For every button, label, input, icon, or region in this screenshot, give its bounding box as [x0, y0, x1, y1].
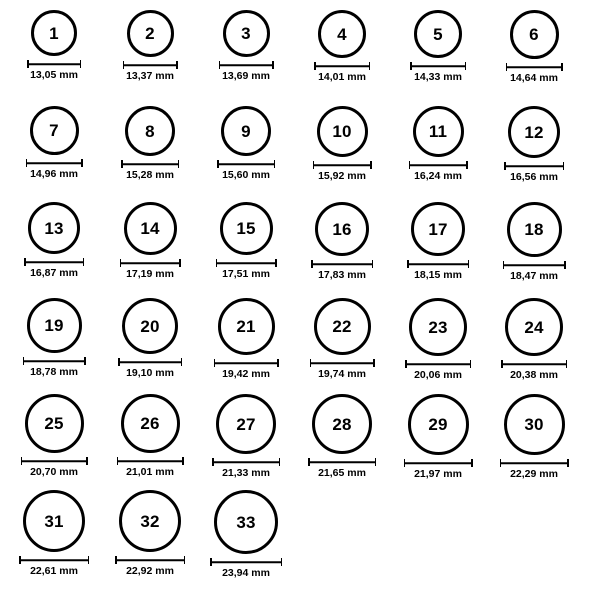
ring-size-cell	[198, 104, 294, 200]
ring-circle	[23, 490, 85, 552]
caliper-icon	[314, 62, 370, 70]
diameter-measure	[390, 360, 486, 381]
diameter-measure	[486, 360, 582, 381]
diameter-measure	[294, 161, 390, 182]
ring-size-number: 21	[236, 317, 256, 336]
ring-circle	[315, 202, 369, 256]
ring-size-number: 26	[140, 414, 160, 433]
ring-size-number: 22	[332, 317, 352, 336]
diameter-value: 13,69 mm	[222, 70, 270, 82]
diameter-value: 21,65 mm	[318, 467, 366, 479]
ring-size-cell	[102, 8, 198, 104]
ring-circle	[216, 394, 276, 454]
ring-size-cell	[486, 200, 582, 296]
diameter-value: 14,01 mm	[318, 71, 366, 83]
ring-size-cell	[390, 200, 486, 296]
diameter-measure	[6, 457, 102, 478]
diameter-value: 21,33 mm	[222, 467, 270, 479]
ring-circle	[122, 298, 178, 354]
diameter-value: 17,83 mm	[318, 269, 366, 281]
diameter-value: 19,10 mm	[126, 367, 174, 379]
ring-circle	[508, 106, 560, 158]
ring-size-number: 28	[332, 414, 352, 434]
caliper-icon	[123, 61, 178, 69]
ring-circle	[408, 394, 469, 455]
diameter-measure	[294, 458, 390, 479]
caliper-icon	[501, 360, 567, 368]
diameter-measure	[102, 160, 198, 181]
ring-circle	[409, 298, 467, 356]
caliper-icon	[19, 556, 89, 564]
diameter-value: 22,29 mm	[510, 468, 558, 480]
ring-size-number: 19	[44, 316, 64, 335]
diameter-measure	[390, 62, 486, 83]
ring-size-cell	[102, 392, 198, 488]
ring-size-number: 20	[140, 316, 160, 336]
caliper-icon	[310, 359, 375, 367]
diameter-value: 20,70 mm	[30, 466, 78, 478]
diameter-value: 18,78 mm	[30, 366, 78, 378]
ring-circle	[125, 106, 175, 156]
caliper-icon	[410, 62, 466, 70]
ring-size-cell	[6, 104, 102, 200]
diameter-measure	[294, 260, 390, 281]
diameter-value: 19,74 mm	[318, 368, 366, 380]
caliper-icon	[216, 259, 277, 267]
ring-circle	[318, 10, 366, 58]
caliper-icon	[24, 258, 84, 266]
diameter-measure	[198, 160, 294, 181]
caliper-icon	[26, 159, 83, 167]
caliper-icon	[121, 160, 179, 168]
ring-size-cell	[102, 488, 198, 584]
caliper-icon	[219, 61, 274, 69]
ring-size-row	[6, 104, 594, 200]
ring-size-number: 2	[145, 24, 155, 43]
diameter-measure	[6, 60, 102, 81]
ring-size-cell	[198, 296, 294, 392]
ring-size-number: 14	[140, 219, 160, 238]
diameter-value: 19,42 mm	[222, 368, 270, 380]
caliper-icon	[27, 60, 81, 68]
caliper-icon	[117, 457, 184, 465]
ring-circle	[411, 202, 465, 256]
ring-size-cell	[198, 200, 294, 296]
diameter-measure	[486, 162, 582, 183]
ring-size-cell	[6, 488, 102, 584]
diameter-value: 17,51 mm	[222, 268, 270, 280]
ring-circle	[28, 202, 80, 254]
diameter-value: 23,94 mm	[222, 567, 270, 579]
diameter-value: 16,87 mm	[30, 267, 78, 279]
ring-size-number: 24	[524, 317, 544, 337]
ring-circle	[27, 298, 82, 353]
caliper-icon	[409, 161, 468, 169]
ring-circle	[218, 298, 275, 355]
caliper-icon	[503, 261, 566, 269]
ring-size-number: 30	[524, 415, 544, 434]
ring-size-number: 13	[44, 218, 64, 238]
ring-circle	[124, 202, 177, 255]
ring-size-cell	[6, 8, 102, 104]
ring-size-cell	[390, 104, 486, 200]
ring-circle	[121, 394, 180, 453]
caliper-icon	[118, 358, 182, 366]
caliper-icon	[313, 161, 372, 169]
ring-size-number: 31	[44, 511, 64, 531]
diameter-value: 21,97 mm	[414, 468, 462, 480]
caliper-icon	[217, 160, 275, 168]
ring-size-number: 10	[332, 122, 352, 141]
ring-circle	[317, 106, 368, 157]
ring-circle	[221, 106, 271, 156]
ring-size-cell	[294, 104, 390, 200]
ring-size-number: 25	[44, 414, 64, 433]
caliper-icon	[405, 360, 471, 368]
diameter-measure	[102, 457, 198, 478]
caliper-icon	[23, 357, 86, 365]
ring-size-row	[6, 8, 594, 104]
ring-size-cell	[294, 296, 390, 392]
ring-size-number: 1	[49, 23, 59, 43]
ring-size-number: 15	[236, 219, 256, 238]
diameter-measure	[6, 357, 102, 378]
diameter-measure	[390, 260, 486, 281]
diameter-measure	[102, 556, 198, 577]
diameter-measure	[102, 259, 198, 280]
diameter-measure	[198, 458, 294, 479]
caliper-icon	[308, 458, 376, 466]
diameter-measure	[198, 359, 294, 380]
caliper-icon	[311, 260, 373, 268]
caliper-icon	[115, 556, 185, 564]
ring-size-number: 12	[524, 122, 544, 142]
ring-size-cell	[390, 8, 486, 104]
diameter-value: 22,61 mm	[30, 565, 78, 577]
ring-size-cell	[486, 8, 582, 104]
ring-size-number: 18	[524, 220, 544, 239]
ring-size-number: 7	[49, 121, 59, 140]
caliper-icon	[407, 260, 469, 268]
ring-circle	[119, 490, 181, 552]
diameter-measure	[198, 61, 294, 82]
diameter-value: 14,64 mm	[510, 72, 558, 84]
ring-size-cell	[486, 104, 582, 200]
diameter-measure	[102, 61, 198, 82]
diameter-measure	[198, 558, 294, 579]
ring-circle	[504, 394, 565, 455]
ring-size-cell	[294, 392, 390, 488]
diameter-value: 15,28 mm	[126, 169, 174, 181]
caliper-icon	[212, 458, 280, 466]
caliper-icon	[404, 459, 473, 467]
caliper-icon	[21, 457, 88, 465]
caliper-icon	[506, 63, 563, 71]
diameter-value: 16,56 mm	[510, 171, 558, 183]
diameter-value: 14,96 mm	[30, 168, 78, 180]
ring-size-number: 11	[428, 122, 448, 141]
diameter-value: 18,47 mm	[510, 270, 558, 282]
caliper-icon	[500, 459, 569, 467]
ring-size-cell	[198, 488, 294, 584]
ring-size-cell	[486, 296, 582, 392]
diameter-value: 20,06 mm	[414, 369, 462, 381]
diameter-value: 15,60 mm	[222, 169, 270, 181]
diameter-value: 21,01 mm	[126, 466, 174, 478]
diameter-measure	[6, 556, 102, 577]
diameter-value: 20,38 mm	[510, 369, 558, 381]
diameter-measure	[390, 161, 486, 182]
diameter-value: 13,37 mm	[126, 70, 174, 82]
diameter-measure	[102, 358, 198, 379]
diameter-value: 15,92 mm	[318, 170, 366, 182]
diameter-measure	[294, 359, 390, 380]
ring-size-cell	[486, 392, 582, 488]
ring-size-row	[6, 296, 594, 392]
ring-size-row	[6, 200, 594, 296]
ring-size-cell	[390, 392, 486, 488]
caliper-icon	[214, 359, 279, 367]
diameter-value: 16,24 mm	[414, 170, 462, 182]
diameter-measure	[390, 459, 486, 480]
ring-size-cell	[102, 200, 198, 296]
caliper-icon	[210, 558, 282, 566]
ring-circle	[507, 202, 562, 257]
diameter-value: 18,15 mm	[414, 269, 462, 281]
ring-circle	[31, 10, 77, 56]
ring-size-number: 5	[433, 24, 443, 44]
ring-size-cell	[6, 200, 102, 296]
ring-size-number: 33	[236, 512, 256, 532]
ring-circle	[312, 394, 372, 454]
ring-size-cell	[6, 296, 102, 392]
ring-size-number: 6	[529, 25, 539, 44]
diameter-value: 13,05 mm	[30, 69, 78, 81]
ring-size-cell	[198, 392, 294, 488]
ring-circle	[25, 394, 84, 453]
diameter-value: 17,19 mm	[126, 268, 174, 280]
diameter-measure	[486, 63, 582, 84]
diameter-value: 14,33 mm	[414, 71, 462, 83]
ring-circle	[214, 490, 278, 554]
diameter-value: 22,92 mm	[126, 565, 174, 577]
ring-size-number: 32	[140, 511, 160, 531]
ring-size-cell	[6, 392, 102, 488]
diameter-measure	[486, 459, 582, 480]
ring-circle	[223, 10, 270, 57]
ring-circle	[30, 106, 79, 155]
ring-circle	[220, 202, 273, 255]
ring-size-number: 4	[337, 24, 347, 44]
ring-size-row	[6, 392, 594, 488]
diameter-measure	[6, 159, 102, 180]
diameter-measure	[198, 259, 294, 280]
diameter-measure	[486, 261, 582, 282]
ring-size-number: 8	[145, 121, 155, 141]
ring-size-cell	[102, 296, 198, 392]
ring-size-cell	[294, 8, 390, 104]
ring-size-cell	[102, 104, 198, 200]
ring-circle	[510, 10, 559, 59]
ring-size-number: 3	[241, 24, 251, 43]
caliper-icon	[120, 259, 181, 267]
ring-size-cell	[390, 296, 486, 392]
ring-size-number: 9	[241, 121, 251, 141]
ring-size-row	[6, 488, 594, 584]
ring-size-cell	[294, 200, 390, 296]
ring-circle	[413, 106, 464, 157]
ring-size-number: 17	[428, 219, 448, 239]
ring-size-cell	[198, 8, 294, 104]
ring-size-number: 16	[332, 219, 352, 239]
ring-size-number: 29	[428, 415, 448, 434]
diameter-measure	[6, 258, 102, 279]
ring-size-number: 23	[428, 317, 448, 337]
diameter-measure	[294, 62, 390, 83]
ring-circle	[127, 10, 174, 57]
ring-circle	[505, 298, 563, 356]
ring-circle	[314, 298, 371, 355]
ring-size-number: 27	[236, 414, 256, 434]
caliper-icon	[504, 162, 564, 170]
ring-circle	[414, 10, 462, 58]
